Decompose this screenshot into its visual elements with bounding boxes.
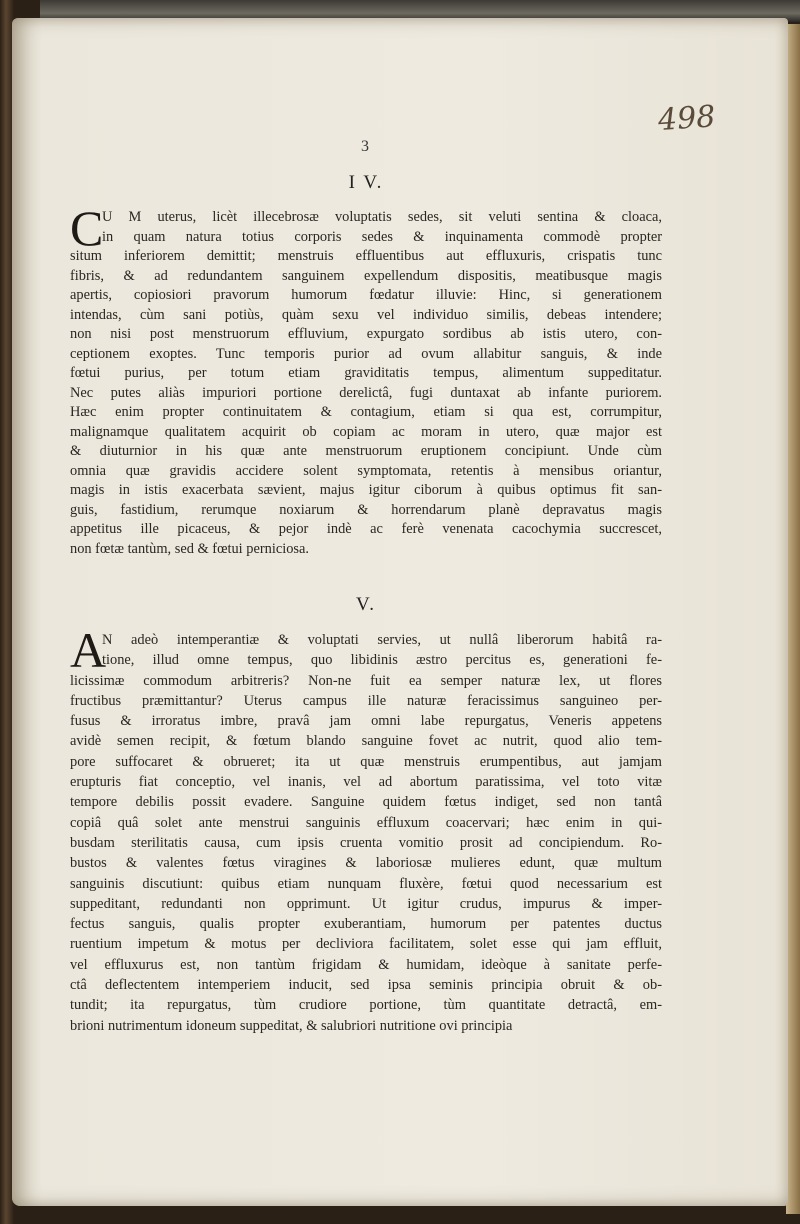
text-line: apertis, copiosiori pravorum humorum fœdatur illuvie: Hinc, si generationem (70, 287, 662, 303)
text-line: vel effluxurus est, non tantùm frigidam & humidam, ideòque à sanitate perfe- (70, 956, 662, 973)
text-line: malignamque qualitatem acquirit ob copiam ac moram in utero, quæ major est (70, 423, 662, 440)
text-line: tundit; ita repurgatus, tùm crudiore portione, tùm quantitate detractâ, em- (70, 997, 662, 1014)
signature-mark: 3 (361, 138, 369, 155)
text-line: guis, fastidium, rerumque noxiarum & horrendarum planè depravatus magis (70, 501, 662, 518)
text-line: U M uterus, licèt illecebrosæ voluptatis sedes, sit veluti sentina & cloaca, (102, 209, 662, 225)
text-line: pore suffocaret & obrueret; ita ut quæ menstruis erumpentibus, aut jamjam (70, 753, 662, 770)
text-line: ctâ deflectentem intemperiem inducit, sed ipsa seminis principia obruit & ob- (70, 977, 662, 994)
text-line: avidè semen recipit, & fœtum blando sanguine fovet ac nutrit, quod alio tem- (70, 733, 662, 750)
section-iv-body (70, 200, 662, 559)
text-line: bustos & valentes fœtus viragines & laboriosæ mulieres edunt, quæ multum (70, 855, 662, 872)
text-line: tempore debilis possit evadere. Sanguine quidem fœtus indiget, sed non tantâ (70, 794, 662, 811)
text-line: non fœtæ tantùm, sed & fœtui perniciosa. (70, 540, 310, 557)
text-line: Hæc enim propter continuitatem & contagium, etiam si qua est, corrumpitur, (70, 404, 662, 420)
page-stack-edge (786, 24, 800, 1214)
text-line: in quam natura totius corporis sedes & inquinamenta commodè propter (102, 228, 662, 245)
text-line: sanguinis discutiunt: quibus etiam nunquam fluxère, fœtui quod necessarium est (70, 875, 662, 892)
section-v-body (70, 622, 662, 1036)
text-line: copiâ quâ solet ante menstrui sanguinis effluxum coacervari; hæc enim in qui- (70, 814, 662, 831)
text-line: brioni nutrimentum idoneum suppeditat, & salubriori nutritione ovi principia (70, 1017, 513, 1034)
section-v-heading: V. (355, 594, 377, 615)
text-line: fusus & irroratus imbre, pravâ jam omni labe repurgatus, Veneris appetens (70, 713, 662, 730)
text-line: & diuturnior in his quæ ante menstruorum eruptionem concipiunt. Unde cùm (70, 443, 662, 459)
text-line: fibris, & ad redundantem sanguinem expellendum dispositis, meatibusque magis (70, 267, 662, 284)
text-line: appetitus ille picaceus, & pejor indè ac ferè venenata cacochymia succrescet, (70, 521, 662, 537)
text-line: magis in istis exacerbata sævient, majus igitur ciborum à quibus optimus fit san- (70, 482, 662, 498)
text-line: suppeditant, redundanti non opprimunt. Ut igitur crudus, impurus & imper- (70, 895, 662, 912)
text-line: fœtui purius, per totum etiam graviditatis tempus, alimentum suppeditatur. (70, 365, 662, 381)
text-line: ruentium impetum & motus per decliviora facilitatem, solet esse qui jam effluit, (70, 936, 662, 953)
text-line: intendas, cùm sani potiùs, quàm sexu vel individuo similis, debeas intendere; (70, 306, 662, 323)
text-line: situm inferiorem demittit; menstruis effluentibus aut effluxuris, crispatis tunc (70, 248, 662, 264)
drop-cap-c: C (70, 200, 104, 256)
text-line: Nec putes aliàs impuriori portione derelictâ, fugi duntaxat ab infante puriorem. (70, 384, 662, 401)
text-line: licissimæ commodum arbitreris? Non-ne fuit ea semper naturæ lex, ut flores (70, 672, 662, 689)
section-iv-heading: I V. (348, 172, 384, 193)
text-line: ceptionem exoptes. Tunc temporis purior ad ovum allabitur sanguis, & inde (70, 345, 662, 362)
page-number: 498 (656, 99, 717, 139)
text-line: N adeò intemperantiæ & voluptati servies, ut nullâ liberorum habitâ ra- (102, 632, 662, 648)
text-line: busdam sterilitatis causa, cum ipsis cruenta vomitio prosit ad concipiendum. Ro- (70, 834, 662, 851)
text-line: non nisi post menstruorum effluvium, expurgato sordibus ab istis utero, con- (70, 326, 662, 342)
text-line: fectus sanguis, qualis propter exuberantiam, humorum per patentes ductus (70, 916, 662, 933)
text-line: omnia quæ gravidis accidere solent symptomata, retentis à mensibus oriantur, (70, 462, 662, 479)
text-line: tione, illud omne tempus, quo libidinis æstro percitus es, generationi fe- (102, 652, 662, 669)
drop-cap-a: A (70, 622, 107, 678)
text-line: fructibus præmittantur? Uterus campus ille naturæ feracissimus sanguineo per- (70, 692, 662, 709)
text-line: erupturis fiat conceptio, vel inanis, vel ad abortum paratissima, vel toto vitæ (70, 774, 662, 791)
